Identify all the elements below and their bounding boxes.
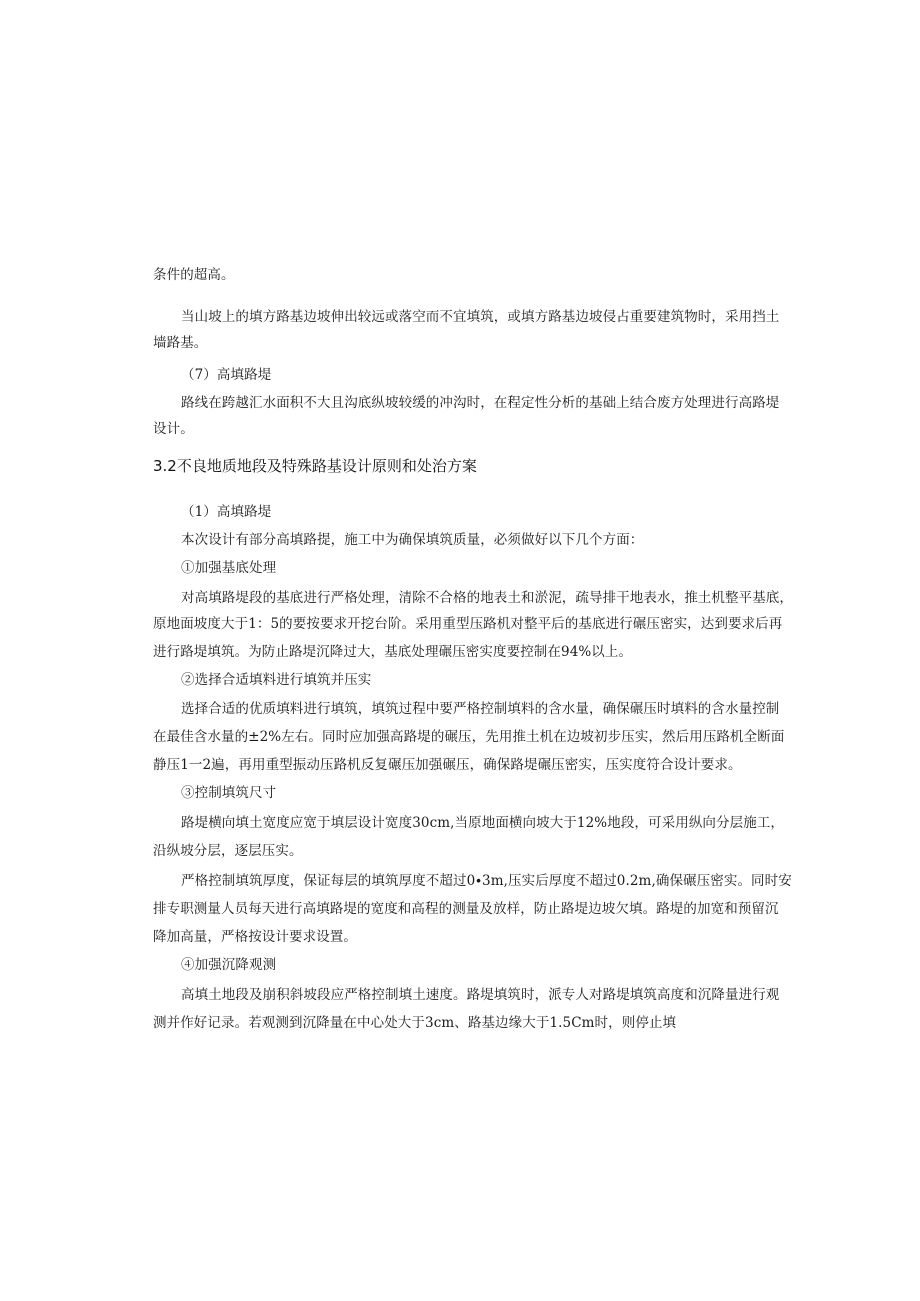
list-item-title: ③控制填筑尺寸	[181, 785, 277, 801]
paragraph-line: 原地面坡度大于1：5的要按要求开挖台阶。采用重型压路机对整平后的基底进行碾压密实，达到要求后再	[153, 616, 783, 632]
subsection-title: （1）高填路堤	[181, 504, 272, 520]
paragraph-line: 在最佳含水量的±2%左右。同时应加强高路堤的碾压，先用推土机在边坡初步压实，然后用压路机全断面	[153, 729, 785, 745]
paragraph-line: 进行路堤填筑。为防止路堤沉降过大，基底处理碾压密实度要控制在94%以上。	[153, 644, 633, 660]
paragraph-line: 当山坡上的填方路基边坡伸出较远或落空而不宜填筑，或填方路基边坡侵占重要建筑物时，采用挡土	[181, 309, 780, 325]
list-item-title: ④加强沉降观测	[181, 957, 277, 973]
subsection-title: （7）高填路堤	[181, 367, 272, 383]
list-item-title: ②选择合适填料进行填筑并压实	[181, 672, 372, 688]
paragraph-line: 对高填路堤段的基底进行严格处理，清除不合格的地表土和淤泥，疏导排干地表水，推土机整平基底，	[181, 590, 793, 606]
paragraph-line: 降加高量，严格按设计要求设置。	[153, 929, 357, 945]
paragraph-line: 设计。	[153, 421, 194, 437]
paragraph-line: 静压1一2遍，再用重型振动压路机反复碾压加强碾压，确保路堤碾压密实，压实度符合设计要求。	[153, 757, 742, 773]
paragraph-line: 严格控制填筑厚度，保证每层的填筑厚度不超过0∙3m,压实后厚度不超过0.2m,确保碾压密实。同时安	[181, 873, 792, 889]
paragraph-line: 路堤横向填土宽度应宽于填层设计宽度30cm,当原地面横向坡大于12%地段，可采用纵向分层施工，	[181, 815, 785, 831]
paragraph-line: 排专职测量人员每天进行高填路堤的宽度和高程的测量及放样，防止路堤边坡欠填。路堤的加宽和预留沉	[153, 901, 779, 917]
paragraph-line: 高填土地段及崩积斜坡段应严格控制填土速度。路堤填筑时，派专人对路堤填筑高度和沉降量进行观	[181, 987, 780, 1003]
paragraph-line: 路线在跨越汇水面积不大且沟底纵坡较缓的冲沟时，在程定性分析的基础上结合废方处理进行高路堤	[181, 395, 780, 411]
list-item-title: ①加强基底处理	[181, 560, 277, 576]
section-heading: 3.2不良地质地段及特殊路基设计原则和处治方案	[153, 457, 477, 475]
paragraph-line: 本次设计有部分高填路提，施工中为确保填筑质量，必须做好以下几个方面：	[181, 532, 644, 548]
paragraph-line: 测并作好记录。若观测到沉降量在中心处大于3cm、路基边缘大于1.5Cm时，则停止填	[153, 1015, 677, 1031]
paragraph-line: 选择合适的优质填料进行填筑，填筑过程中要严格控制填料的含水量，确保碾压时填料的含水量控制	[181, 701, 780, 717]
paragraph-line: 沿纵坡分层，逐层压实。	[153, 843, 303, 859]
paragraph-line: 墙路基。	[153, 335, 208, 351]
paragraph-line: 条件的超高。	[153, 267, 235, 283]
